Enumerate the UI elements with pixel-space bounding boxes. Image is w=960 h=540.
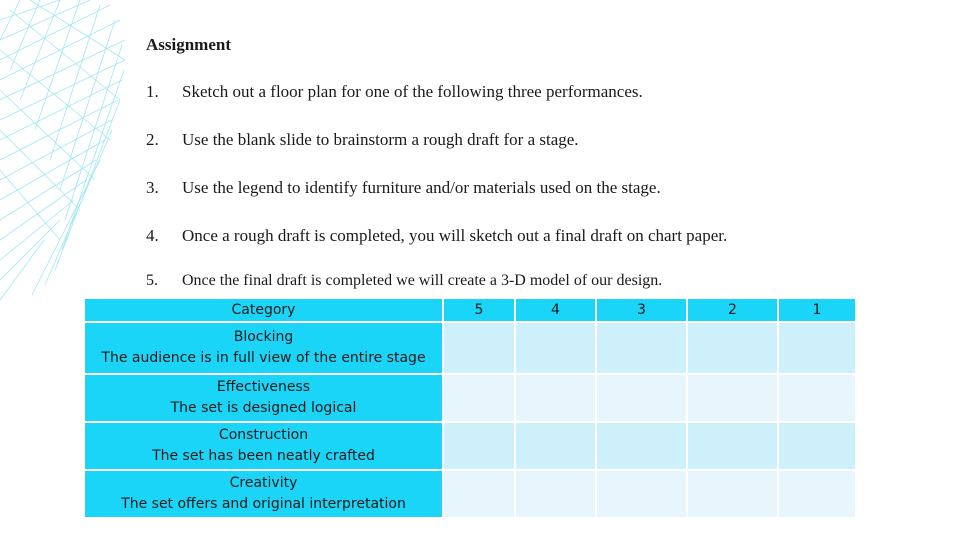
criterion-description: The set has been neatly crafted xyxy=(152,448,375,464)
list-item xyxy=(146,82,643,102)
column-header-5: 5 xyxy=(443,298,515,322)
item-number: 4. xyxy=(146,226,159,245)
criterion-description: The set is designed logical xyxy=(170,400,357,416)
score-cell[interactable] xyxy=(778,470,856,518)
table-row xyxy=(84,374,856,422)
table-row xyxy=(84,470,856,518)
column-header-category: Category xyxy=(84,298,443,322)
score-cell[interactable] xyxy=(687,470,778,518)
item-text: Once the final draft is completed we will create a 3-D model of our design. xyxy=(182,272,663,289)
score-cell[interactable] xyxy=(515,374,596,422)
item-text: Once a rough draft is completed, you will sketch out a final draft on chart paper. xyxy=(182,226,728,245)
score-cell[interactable] xyxy=(443,422,515,470)
score-cell[interactable] xyxy=(778,422,856,470)
score-cell[interactable] xyxy=(443,374,515,422)
score-cell[interactable] xyxy=(596,470,687,518)
score-cell[interactable] xyxy=(596,374,687,422)
column-header-1: 1 xyxy=(778,298,856,322)
table-row xyxy=(84,422,856,470)
criterion-description: The audience is in full view of the entire stage xyxy=(101,350,426,366)
score-cell[interactable] xyxy=(515,322,596,374)
score-cell[interactable] xyxy=(687,322,778,374)
page-title: Assignment xyxy=(146,35,232,54)
score-cell[interactable] xyxy=(687,374,778,422)
score-cell[interactable] xyxy=(778,374,856,422)
table-header-row xyxy=(84,298,856,322)
rubric-table xyxy=(83,297,857,519)
criterion-name: Blocking xyxy=(233,329,294,345)
list-item xyxy=(146,178,661,198)
list-item xyxy=(146,226,727,246)
list-item xyxy=(146,130,579,150)
score-cell[interactable] xyxy=(596,322,687,374)
list-item xyxy=(146,272,662,290)
item-text: Use the blank slide to brainstorm a rough draft for a stage. xyxy=(182,130,579,149)
column-header-3: 3 xyxy=(596,298,687,322)
score-cell[interactable] xyxy=(515,422,596,470)
column-header-2: 2 xyxy=(687,298,778,322)
score-cell[interactable] xyxy=(596,422,687,470)
criterion-cell xyxy=(84,422,443,470)
item-number: 1. xyxy=(146,82,159,101)
score-cell[interactable] xyxy=(778,322,856,374)
column-header-4: 4 xyxy=(515,298,596,322)
score-cell[interactable] xyxy=(443,470,515,518)
item-text: Sketch out a floor plan for one of the following three performances. xyxy=(182,82,643,101)
criterion-cell xyxy=(84,470,443,518)
item-number: 2. xyxy=(146,130,159,149)
score-cell[interactable] xyxy=(515,470,596,518)
criterion-cell xyxy=(84,322,443,374)
item-number: 3. xyxy=(146,178,159,197)
criterion-description: The set offers and original interpretation xyxy=(121,496,406,512)
table-row xyxy=(84,322,856,374)
wireframe-decoration xyxy=(0,0,150,320)
score-cell[interactable] xyxy=(687,422,778,470)
score-cell[interactable] xyxy=(443,322,515,374)
criterion-name: Effectiveness xyxy=(216,379,311,395)
item-text: Use the legend to identify furniture and/or materials used on the stage. xyxy=(182,178,661,197)
criterion-name: Construction xyxy=(218,427,309,443)
criterion-name: Creativity xyxy=(229,475,298,491)
criterion-cell xyxy=(84,374,443,422)
item-number: 5. xyxy=(146,272,158,289)
